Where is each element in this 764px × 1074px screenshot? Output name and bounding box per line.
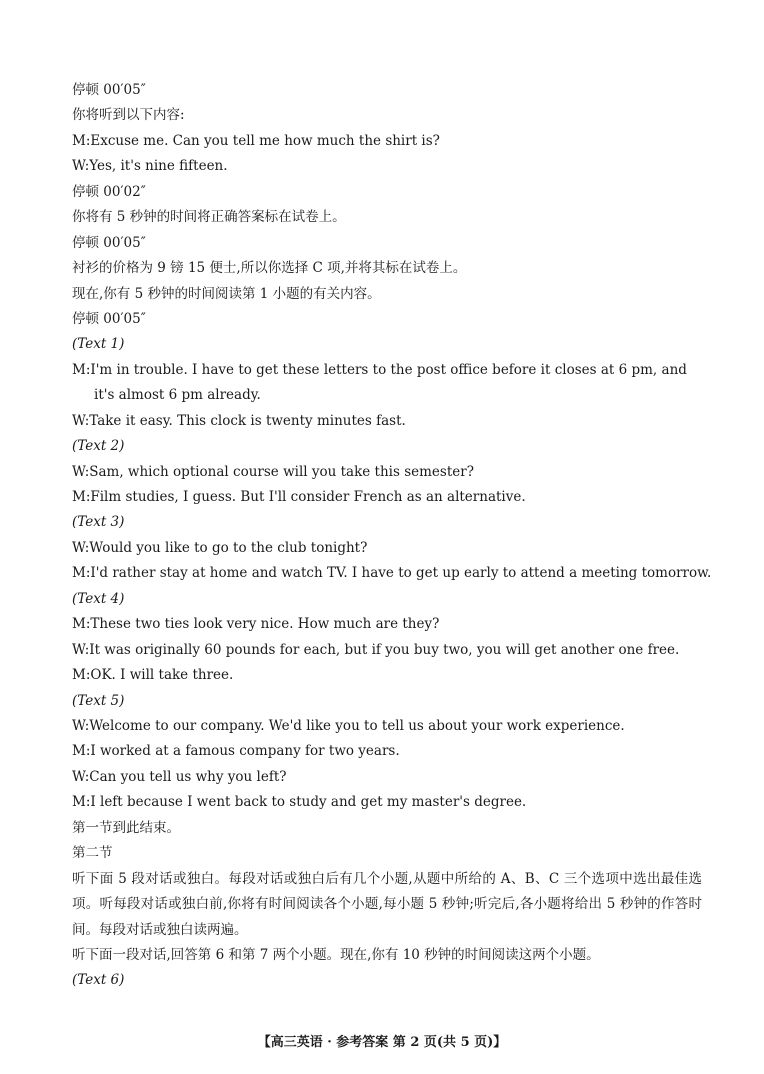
intro-line: 你将听到以下内容: bbox=[72, 107, 185, 124]
example-dialogue-m: M:Excuse me. Can you tell me how much the shirt is? bbox=[72, 132, 440, 149]
dialogue-line: M:I'd rather stay at home and watch TV. I have to get up early to attend a meeting tomorrow. bbox=[72, 565, 712, 582]
section-instructions: 听下面 5 段对话或独白。每段对话或独白后有几个小题,从题中所给的 A、B、C 三个选项中选出最佳选项。听每段对话或独白前,你将有时间阅读各个小题,每小题 5 秒钟;听完后,各小题将给出 5 秒钟的作答时间。每段对话或独白读两遍。 bbox=[72, 870, 702, 938]
text-label: (Text 6) bbox=[72, 972, 125, 989]
example-dialogue-w: W:Yes, it's nine fifteen. bbox=[72, 158, 228, 175]
section-end: 第一节到此结束。 bbox=[72, 819, 180, 836]
dialogue-line: M:These two ties look very nice. How much are they? bbox=[72, 616, 440, 633]
text-label: (Text 5) bbox=[72, 692, 125, 709]
text-label: (Text 4) bbox=[72, 590, 125, 607]
dialogue-line: M:I'm in trouble. I have to get these letters to the post office before it closes at 6 pm, and it's almost 6 pm already. bbox=[72, 361, 687, 404]
instruction-line: 听下面一段对话,回答第 6 和第 7 两个小题。现在,你有 10 秒钟的时间阅读这两个小题。 bbox=[72, 946, 600, 963]
dialogue-line: W:It was originally 60 pounds for each, but if you buy two, you will get another one free. bbox=[72, 641, 680, 658]
dialogue-line: M:Film studies, I guess. But I'll consider French as an alternative. bbox=[72, 489, 526, 506]
text-label: (Text 1) bbox=[72, 336, 125, 353]
text-label: (Text 2) bbox=[72, 438, 125, 455]
dialogue-line: W:Sam, which optional course will you take this semester? bbox=[72, 463, 474, 480]
text-label: (Text 3) bbox=[72, 514, 125, 531]
dialogue-line: W:Would you like to go to the club tonight? bbox=[72, 539, 368, 556]
dialogue-line: M:I worked at a famous company for two years. bbox=[72, 743, 400, 760]
dialogue-line: M:I left because I went back to study and get my master's degree. bbox=[72, 794, 527, 811]
explanation-line: 衬衫的价格为 9 镑 15 便士,所以你选择 C 项,并将其标在试卷上。 bbox=[72, 260, 467, 277]
dialogue-line: W:Take it easy. This clock is twenty minutes fast. bbox=[72, 412, 406, 429]
dialogue-line: M:OK. I will take three. bbox=[72, 667, 234, 684]
pause-line: 停顿 00′05″ bbox=[72, 82, 146, 98]
pause-line: 停顿 00′05″ bbox=[72, 234, 146, 251]
pause-line: 停顿 00′05″ bbox=[72, 310, 146, 327]
pause-line: 停顿 00′02″ bbox=[72, 183, 146, 200]
instruction-line: 现在,你有 5 秒钟的时间阅读第 1 小题的有关内容。 bbox=[72, 285, 381, 302]
answer-document bbox=[72, 78, 712, 994]
page-footer: 【高三英语 · 参考答案 第 2 页(共 5 页)】 bbox=[257, 1035, 507, 1050]
dialogue-line: W:Can you tell us why you left? bbox=[72, 768, 287, 785]
instruction-line: 你将有 5 秒钟的时间将正确答案标在试卷上。 bbox=[72, 209, 346, 226]
dialogue-line: W:Welcome to our company. We'd like you to tell us about your work experience. bbox=[72, 717, 625, 734]
section-title: 第二节 bbox=[72, 845, 113, 862]
